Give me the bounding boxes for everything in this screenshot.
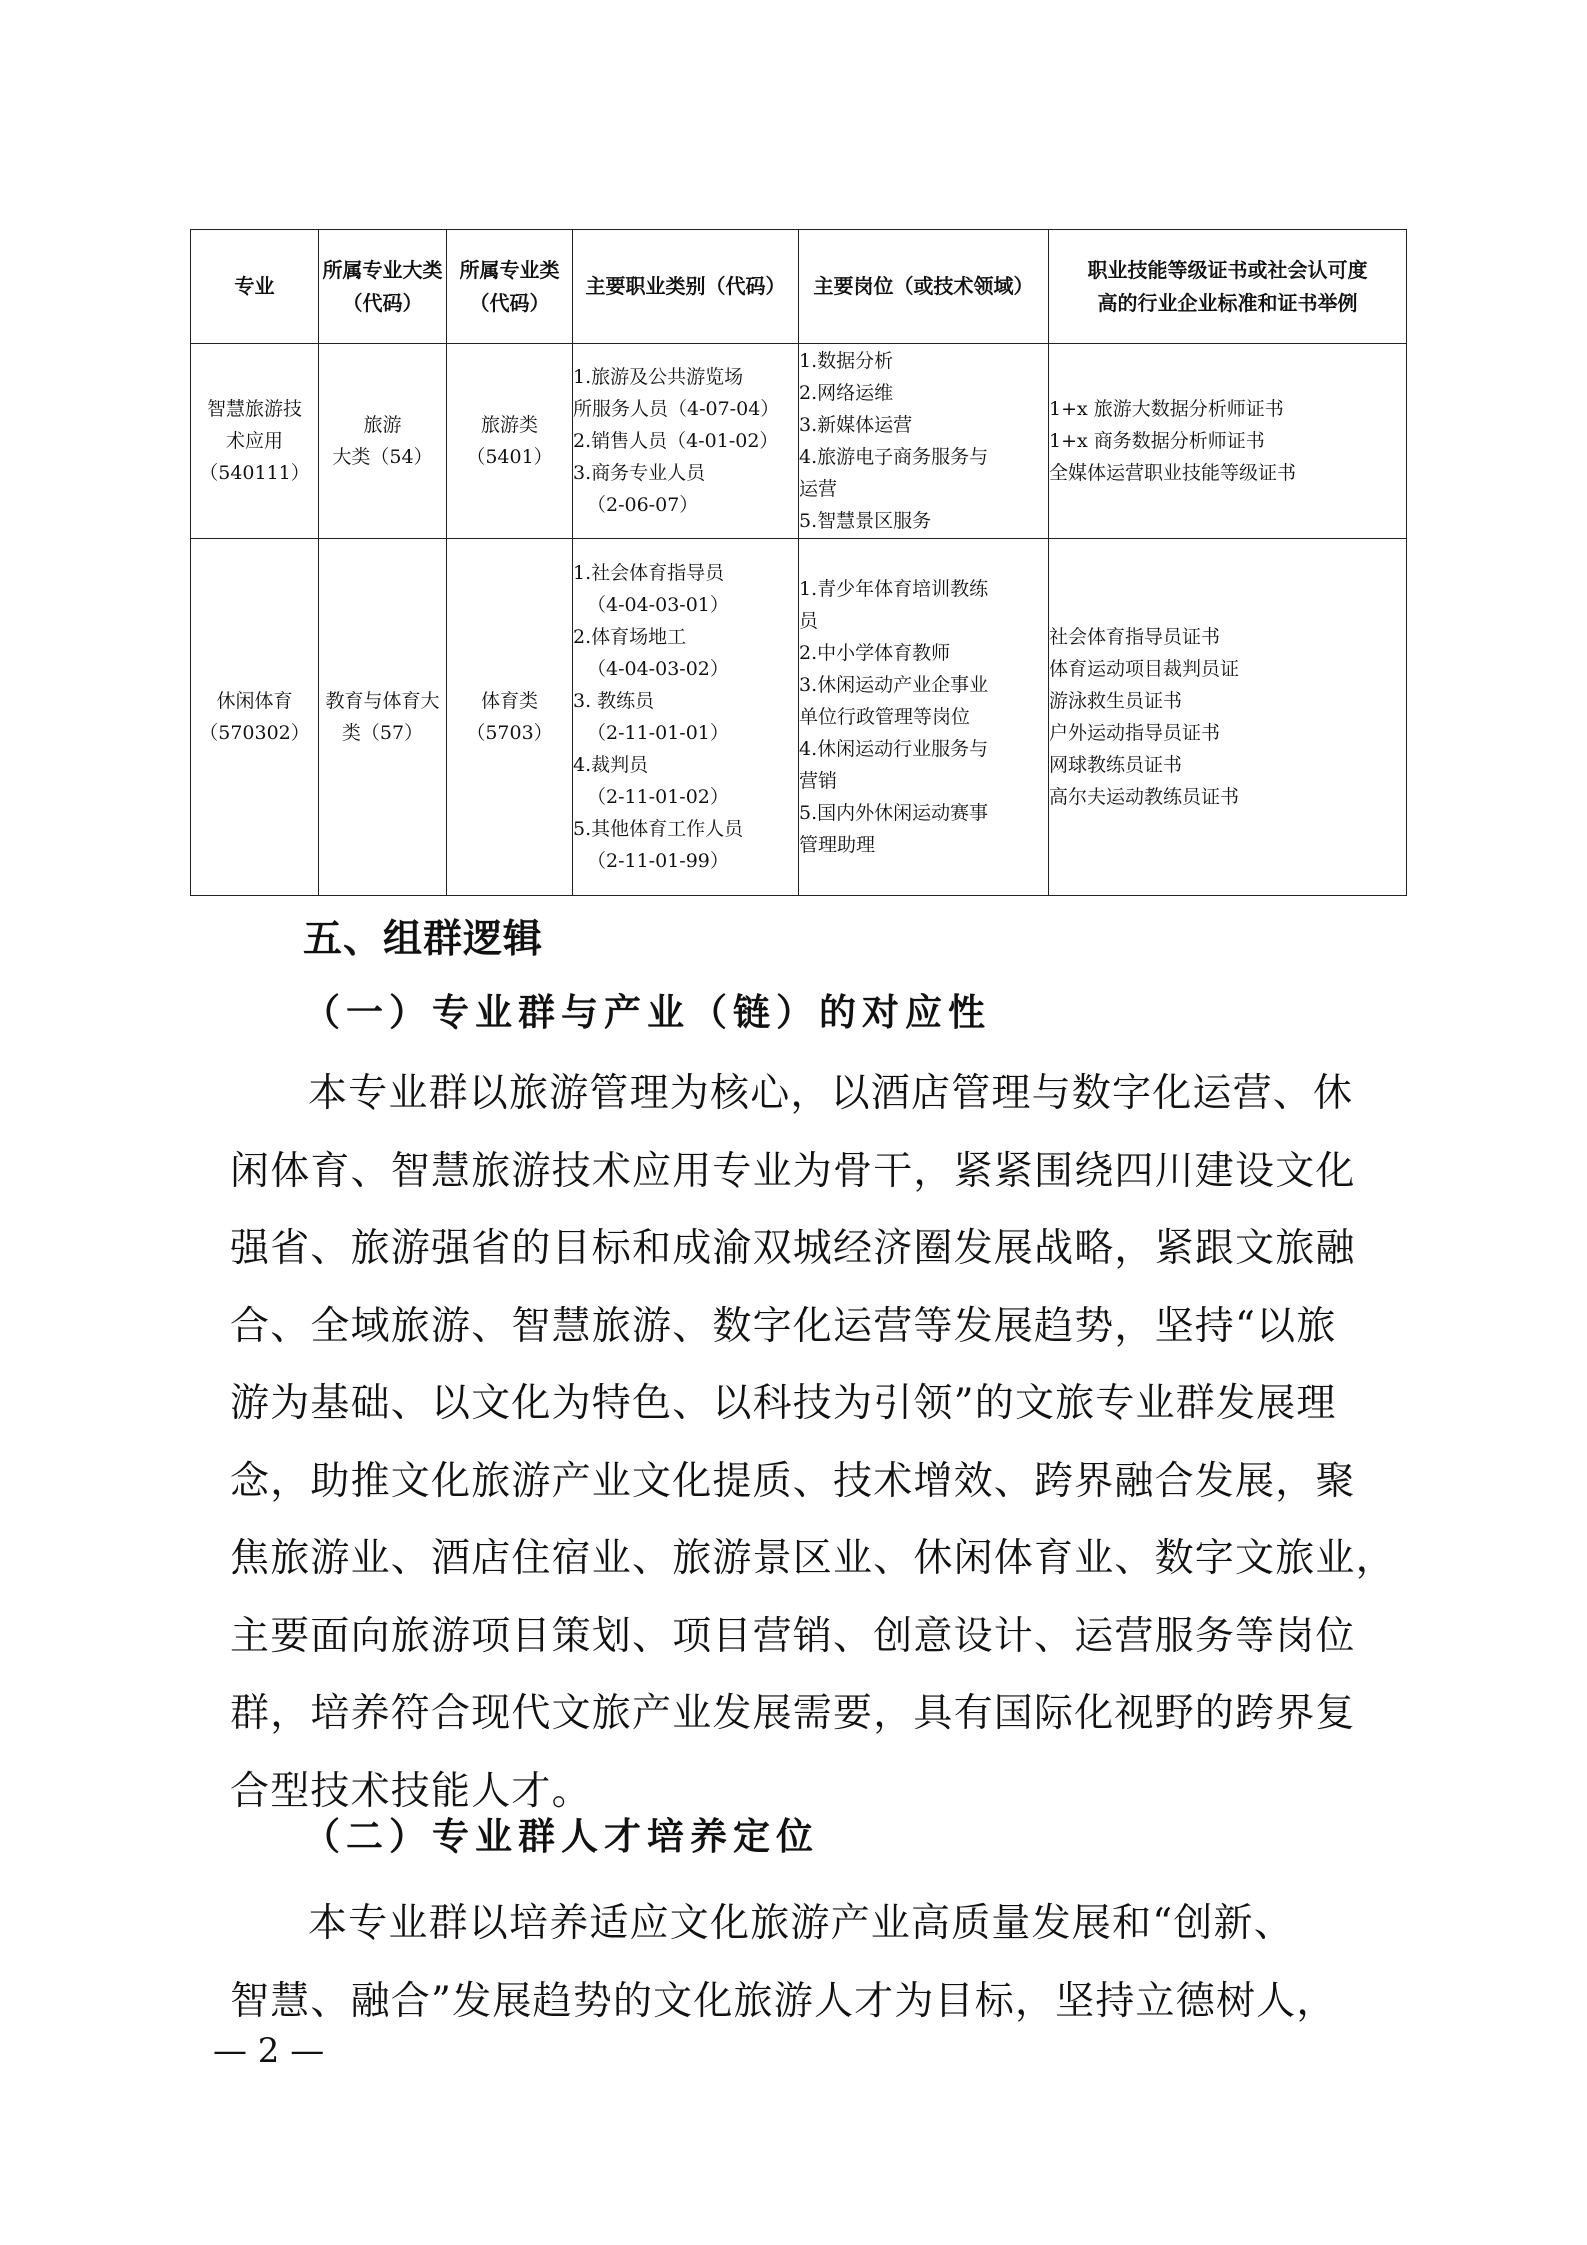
- cell-line: 4.旅游电子商务服务与: [799, 446, 989, 468]
- cell-line: （2-11-01-02）: [587, 786, 729, 808]
- cell-line: 1.旅游及公共游览场: [573, 366, 744, 388]
- cell-line: 3.新媒体运营: [799, 414, 913, 436]
- cell-line: （4-04-03-01）: [587, 594, 729, 616]
- paragraph-2: [230, 1885, 1386, 2040]
- cell-subcategory: [447, 344, 573, 539]
- header-occupations: [573, 230, 799, 344]
- cell-certificates: [1049, 344, 1407, 539]
- paragraph-line: 闲体育、智慧旅游技术应用专业为骨干，紧紧围绕四川建设文化: [230, 1148, 1356, 1194]
- cell-line: 1.青少年体育培训教练: [799, 578, 989, 600]
- cell-line: 5.智慧景区服务: [799, 510, 932, 532]
- cell-line: 员: [799, 610, 819, 632]
- paragraph-line: 强省、旅游强省的目标和成渝双城经济圈发展战略，紧跟文旅融: [230, 1226, 1356, 1271]
- cell-line: 术应用: [225, 430, 283, 452]
- cell-line: 营销: [799, 770, 838, 792]
- cell-line: 体育运动项目裁判员证: [1049, 658, 1240, 680]
- cell-line: （4-04-03-02）: [587, 658, 729, 680]
- cell-line: （2-11-01-99）: [587, 850, 729, 872]
- header-line: 主要岗位（或技术领域）: [813, 274, 1034, 298]
- cell-line: 户外运动指导员证书: [1049, 722, 1221, 744]
- cell-subcategory: [447, 539, 573, 896]
- cell-line: 教育与体育大: [325, 690, 440, 712]
- header-line: 高的行业企业标准和证书举例: [1097, 290, 1358, 315]
- cell-occupations: [573, 344, 799, 539]
- paragraph-line: 焦旅游业、酒店住宿业、旅游景区业、休闲体育业、数字文旅业，: [230, 1536, 1396, 1581]
- table-row: [191, 344, 1407, 539]
- paragraph-line: 本专业群以旅游管理为核心，以酒店管理与数字化运营、休: [308, 1071, 1354, 1116]
- header-major: [191, 230, 319, 344]
- cell-major: [191, 344, 319, 539]
- cell-line: 高尔夫运动教练员证书: [1049, 786, 1240, 808]
- cell-line: 3.休闲运动产业企事业: [799, 674, 989, 696]
- cell-line: 网球教练员证书: [1049, 754, 1183, 776]
- cell-line: 全媒体运营职业技能等级证书: [1049, 462, 1297, 484]
- cell-positions: [799, 344, 1049, 539]
- header-line: （代码）: [469, 290, 550, 315]
- cell-line: 3. 教练员: [573, 690, 655, 712]
- paragraph-line: 游为基础、以文化为特色、以科技为引领”的文旅专业群发展理: [230, 1381, 1337, 1426]
- cell-line: 4.裁判员: [573, 754, 649, 776]
- header-category: [319, 230, 447, 344]
- subsection-title-1: （一）专业群与产业（链）的对应性: [303, 990, 991, 1034]
- paragraph-line: 念，助推文化旅游产业文化提质、技术增效、跨界融合发展，聚: [230, 1458, 1356, 1504]
- cell-certificates: [1049, 539, 1407, 896]
- header-line: 所属专业大类: [322, 257, 443, 282]
- header-line: 主要职业类别（代码）: [585, 274, 786, 298]
- cell-line: 2.体育场地工: [573, 626, 687, 648]
- paragraph-line: 合型技术技能人才。: [230, 1768, 592, 1814]
- cell-line: 所服务人员（4-07-04）: [573, 398, 780, 420]
- cell-line: （5703）: [466, 722, 553, 744]
- header-positions: [799, 230, 1049, 344]
- cell-line: （2-06-07）: [587, 494, 699, 516]
- cell-category: [319, 539, 447, 896]
- paragraph-line: 本专业群以培养适应文化旅游产业高质量发展和“创新、: [308, 1901, 1294, 1946]
- cell-line: （2-11-01-01）: [587, 722, 729, 744]
- cell-line: 4.休闲运动行业服务与: [799, 738, 989, 760]
- table-header-row: [191, 230, 1407, 344]
- cell-line: 2.中小学体育教师: [799, 642, 951, 664]
- cell-line: 管理助理: [799, 834, 876, 856]
- cell-line: 1+x 旅游大数据分析师证书: [1049, 398, 1284, 420]
- cell-line: 2.销售人员（4-01-02）: [573, 430, 779, 452]
- cell-major: [191, 539, 319, 896]
- paragraph-line: 主要面向旅游项目策划、项目营销、创意设计、运营服务等岗位: [230, 1613, 1356, 1659]
- cell-line: 5.国内外休闲运动赛事: [799, 802, 989, 824]
- header-line: 职业技能等级证书或社会认可度: [1087, 257, 1368, 282]
- cell-line: 3.商务专业人员: [573, 462, 706, 484]
- paragraph-line: 群，培养符合现代文旅产业发展需要，具有国际化视野的跨界复: [230, 1691, 1356, 1736]
- cell-line: 智慧旅游技: [206, 398, 302, 420]
- cell-line: 旅游: [363, 414, 402, 436]
- cell-line: 运营: [799, 478, 838, 500]
- cell-line: 大类（54）: [332, 446, 433, 468]
- cell-line: （5401）: [466, 446, 553, 468]
- table-row: [191, 539, 1407, 896]
- cell-occupations: [573, 539, 799, 896]
- header-subcategory: [447, 230, 573, 344]
- cell-line: 5.其他体育工作人员: [573, 818, 744, 840]
- cell-line: （570302）: [199, 722, 310, 744]
- subsection-title-2: （二）专业群人才培养定位: [303, 1814, 819, 1858]
- header-line: 所属专业类: [459, 257, 560, 282]
- paragraph-1: [230, 1055, 1396, 1830]
- paragraph-line: 合、全域旅游、智慧旅游、数字化运营等发展趋势，坚持“以旅: [230, 1303, 1337, 1349]
- cell-line: 1+x 商务数据分析师证书: [1049, 430, 1265, 452]
- cell-line: 休闲体育: [216, 690, 293, 712]
- profession-table: [190, 229, 1407, 896]
- cell-line: 1.社会体育指导员: [573, 562, 725, 584]
- cell-line: 类（57）: [341, 722, 424, 744]
- cell-line: 1.数据分析: [799, 350, 894, 372]
- header-line: 专业: [234, 274, 275, 298]
- header-line: （代码）: [342, 290, 423, 315]
- cell-line: （540111）: [199, 462, 310, 484]
- cell-line: 旅游类: [480, 414, 538, 436]
- cell-line: 2.网络运维: [799, 382, 894, 404]
- cell-positions: [799, 539, 1049, 896]
- cell-category: [319, 344, 447, 539]
- header-certificates: [1049, 230, 1407, 344]
- page-number: — 2 —: [213, 2031, 325, 2071]
- cell-line: 单位行政管理等岗位: [799, 706, 971, 728]
- paragraph-line: 智慧、融合”发展趋势的文化旅游人才为目标，坚持立德树人，: [230, 1978, 1337, 2024]
- section-title: 五、组群逻辑: [303, 916, 544, 962]
- cell-line: 体育类: [480, 690, 538, 712]
- cell-line: 游泳救生员证书: [1049, 690, 1183, 712]
- cell-line: 社会体育指导员证书: [1049, 626, 1221, 648]
